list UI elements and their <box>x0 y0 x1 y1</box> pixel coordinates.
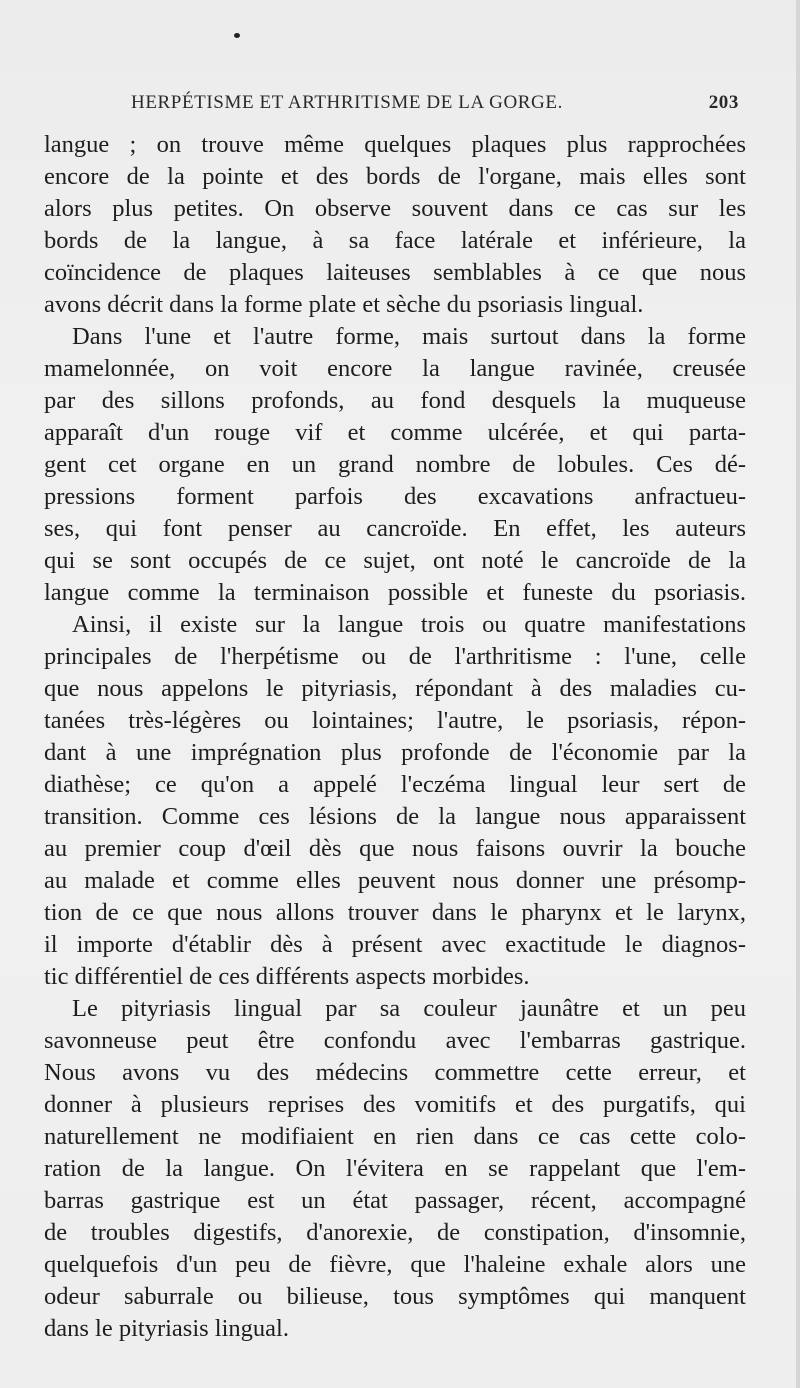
text-line: alors plus petites. On observe souvent dans ce cas sur les <box>44 195 746 222</box>
text-line: pressions forment parfois des excavations anfractueu- <box>44 483 746 510</box>
text-line: tic différentiel de ces différents aspects morbides. <box>44 963 530 990</box>
text-line: par des sillons profonds, au fond desquels la muqueuse <box>44 387 746 414</box>
text-line: ses, qui font penser au cancroïde. En effet, les auteurs <box>44 515 746 542</box>
text-line: donner à plusieurs reprises des vomitifs et des purgatifs, qui <box>44 1091 746 1118</box>
ink-speck <box>234 33 240 38</box>
paragraph-first-line: Le pityriasis lingual par sa couleur jaunâtre et un peu <box>72 995 746 1022</box>
text-line: barras gastrique est un état passager, récent, accompagné <box>44 1187 746 1214</box>
text-line: dans le pityriasis lingual. <box>44 1315 289 1342</box>
paragraph-first-line: Dans l'une et l'autre forme, mais surtout dans la forme <box>72 323 746 350</box>
text-line: au premier coup d'œil dès que nous faisons ouvrir la bouche <box>44 835 746 862</box>
text-line: gent cet organe en un grand nombre de lobules. Ces dé- <box>44 451 746 478</box>
text-line: tion de ce que nous allons trouver dans le pharynx et le larynx, <box>44 899 746 926</box>
text-line: de troubles digestifs, d'anorexie, de constipation, d'insomnie, <box>44 1219 746 1246</box>
text-line: principales de l'herpétisme ou de l'arthritisme : l'une, celle <box>44 643 746 670</box>
text-line: coïncidence de plaques laiteuses semblables à ce que nous <box>44 259 746 286</box>
text-line: tanées très-légères ou lointaines; l'autre, le psoriasis, répon- <box>44 707 746 734</box>
paragraph-first-line: Ainsi, il existe sur la langue trois ou quatre manifestations <box>72 611 746 638</box>
page-number: 203 <box>708 92 739 113</box>
text-line: encore de la pointe et des bords de l'organe, mais elles sont <box>44 163 746 190</box>
page-edge <box>796 0 800 1388</box>
text-line: il importe d'établir dès à présent avec exactitude le diagnos- <box>44 931 746 958</box>
text-line: bords de la langue, à sa face latérale et inférieure, la <box>44 227 746 254</box>
text-line: au malade et comme elles peuvent nous donner une présomp- <box>44 867 746 894</box>
running-head <box>131 92 739 118</box>
text-line: langue comme la terminaison possible et funeste du psoriasis. <box>44 579 746 606</box>
text-line: transition. Comme ces lésions de la langue nous apparaissent <box>44 803 746 830</box>
text-line: apparaît d'un rouge vif et comme ulcérée, et qui parta- <box>44 419 746 446</box>
text-line: dant à une imprégnation plus profonde de l'économie par la <box>44 739 746 766</box>
text-line: mamelonnée, on voit encore la langue ravinée, creusée <box>44 355 746 382</box>
running-title: HERPÉTISME ET ARTHRITISME DE LA GORGE. <box>131 92 563 113</box>
text-line: que nous appelons le pityriasis, répondant à des maladies cu- <box>44 675 746 702</box>
text-line: naturellement ne modifiaient en rien dans ce cas cette colo- <box>44 1123 746 1150</box>
text-line: quelquefois d'un peu de fièvre, que l'haleine exhale alors une <box>44 1251 746 1278</box>
text-line: langue ; on trouve même quelques plaques plus rapprochées <box>44 131 746 158</box>
text-line: diathèse; ce qu'on a appelé l'eczéma lingual leur sert de <box>44 771 746 798</box>
text-line: odeur saburrale ou bilieuse, tous symptômes qui manquent <box>44 1283 746 1310</box>
text-line: avons décrit dans la forme plate et sèche du psoriasis lingual. <box>44 291 644 318</box>
text-line: ration de la langue. On l'évitera en se rappelant que l'em- <box>44 1155 746 1182</box>
text-line: Nous avons vu des médecins commettre cette erreur, et <box>44 1059 746 1086</box>
text-line: savonneuse peut être confondu avec l'embarras gastrique. <box>44 1027 746 1054</box>
text-line: qui se sont occupés de ce sujet, ont noté le cancroïde de la <box>44 547 746 574</box>
